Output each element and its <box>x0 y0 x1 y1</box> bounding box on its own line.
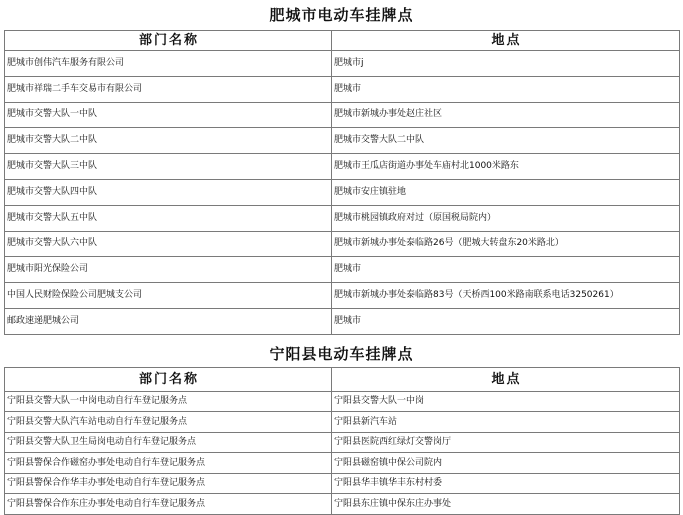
table-row <box>5 51 680 77</box>
department-cell: 宁阳县警保合作东庄办事处电动自行车登记服务点 <box>5 494 332 515</box>
department-cell: 肥城市交警大队二中队 <box>5 128 332 154</box>
table-row <box>5 128 680 154</box>
department-cell: 邮政速递肥城公司 <box>5 308 332 334</box>
location-cell: 肥城市安庄镇驻地 <box>332 179 680 205</box>
location-cell: 宁阳县东庄镇中保东庄办事处 <box>332 494 680 515</box>
section-title-ningyang: 宁阳县电动车挂牌点 <box>269 344 414 363</box>
location-cell: 宁阳县交警大队一中岗 <box>332 391 680 412</box>
table-row <box>5 432 680 453</box>
table-row <box>5 308 680 334</box>
department-cell: 肥城市交警大队一中队 <box>5 102 332 128</box>
location-cell: 肥城市桃园镇政府对过（原国税局院内） <box>332 205 680 231</box>
location-cell: 肥城市 <box>332 308 680 334</box>
table-row <box>5 391 680 412</box>
column-header-location: 地点 <box>332 31 680 51</box>
department-cell: 宁阳县交警大队卫生局岗电动自行车登记服务点 <box>5 432 332 453</box>
table-row <box>5 231 680 257</box>
table-header-row <box>5 367 680 391</box>
table-row <box>5 494 680 515</box>
table-row <box>5 257 680 283</box>
document <box>4 0 679 515</box>
department-cell: 肥城市交警大队三中队 <box>5 154 332 180</box>
location-cell: 肥城市王瓜店街道办事处车庙村北1000米路东 <box>332 154 680 180</box>
column-header-department: 部门名称 <box>5 367 332 391</box>
table-row <box>5 205 680 231</box>
department-cell: 中国人民财险保险公司肥城支公司 <box>5 283 332 309</box>
department-cell: 宁阳县交警大队汽车站电动自行车登记服务点 <box>5 412 332 433</box>
department-cell: 肥城市交警大队六中队 <box>5 231 332 257</box>
department-cell: 肥城市交警大队四中队 <box>5 179 332 205</box>
table-row <box>5 76 680 102</box>
table-row <box>5 283 680 309</box>
table-row <box>5 453 680 474</box>
column-header-department: 部门名称 <box>5 31 332 51</box>
location-cell: 肥城市交警大队二中队 <box>332 128 680 154</box>
department-cell: 宁阳县警保合作磁窑办事处电动自行车登记服务点 <box>5 453 332 474</box>
location-cell: 肥城市新城办事处泰临路83号（天桥西100米路南联系电话3250261） <box>332 283 680 309</box>
feicheng-table <box>4 30 680 335</box>
department-cell: 宁阳县交警大队一中岗电动自行车登记服务点 <box>5 391 332 412</box>
table-header-row <box>5 31 680 51</box>
department-cell: 肥城市阳光保险公司 <box>5 257 332 283</box>
column-header-location: 地点 <box>332 367 680 391</box>
section-title-feicheng: 肥城市电动车挂牌点 <box>269 6 414 24</box>
location-cell: 宁阳县华丰镇华丰东村村委 <box>332 473 680 494</box>
location-cell: 肥城市 <box>332 257 680 283</box>
table-row <box>5 102 680 128</box>
table-row <box>5 154 680 180</box>
department-cell: 肥城市祥瑞二手车交易市有限公司 <box>5 76 332 102</box>
location-cell: 宁阳县医院西红绿灯交警岗厅 <box>332 432 680 453</box>
location-cell: 宁阳县磁窑镇中保公司院内 <box>332 453 680 474</box>
location-cell: 肥城市新城办事处赵庄社区 <box>332 102 680 128</box>
location-cell: 肥城市新城办事处泰临路26号（肥城大转盘东20米路北） <box>332 231 680 257</box>
department-cell: 肥城市交警大队五中队 <box>5 205 332 231</box>
table-row <box>5 179 680 205</box>
ningyang-table <box>4 367 680 515</box>
table-row <box>5 473 680 494</box>
location-cell: 肥城市j <box>332 51 680 77</box>
location-cell: 宁阳县新汽车站 <box>332 412 680 433</box>
table-row <box>5 412 680 433</box>
department-cell: 肥城市创伟汽车服务有限公司 <box>5 51 332 77</box>
department-cell: 宁阳县警保合作华丰办事处电动自行车登记服务点 <box>5 473 332 494</box>
location-cell: 肥城市 <box>332 76 680 102</box>
